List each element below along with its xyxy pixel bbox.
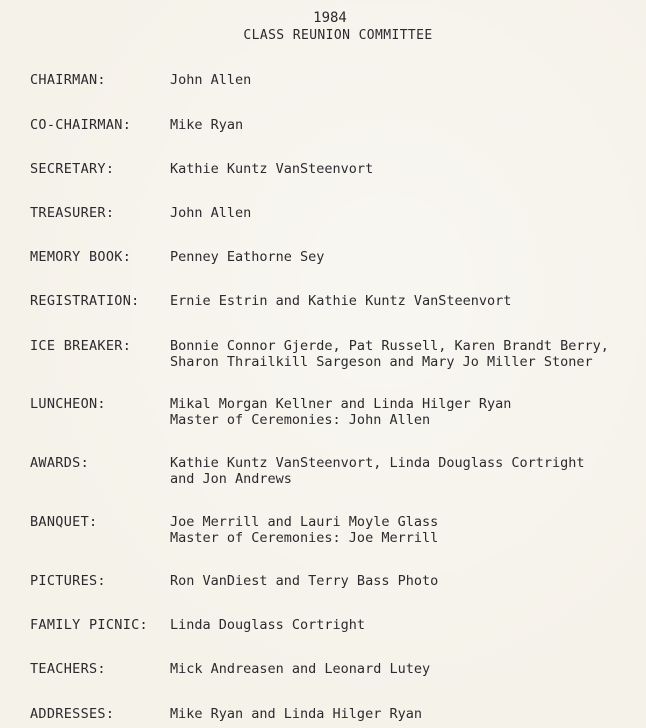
document-title: CLASS REUNION COMMITTEE — [243, 28, 433, 43]
names-line: Sharon Thrailkill Sargeson and Mary Jo Miller Stoner — [170, 354, 593, 370]
member-names — [170, 117, 646, 133]
role-label: CO-CHAIRMAN: — [30, 117, 132, 133]
role-label: PICTURES: — [30, 573, 106, 589]
names-line: Mick Andreasen and Leonard Lutey — [170, 661, 431, 677]
member-names — [170, 617, 646, 633]
member-names — [170, 706, 646, 722]
member-names — [170, 72, 646, 88]
names-line: Kathie Kuntz VanSteenvort, Linda Douglass Cortright — [170, 455, 585, 471]
role-label: ADDRESSES: — [30, 706, 115, 722]
names-line: Penney Eathorne Sey — [170, 249, 325, 265]
role-label: TEACHERS: — [30, 661, 106, 677]
role-label: MEMORY BOOK: — [30, 249, 132, 265]
member-names — [170, 293, 646, 309]
names-line: Linda Douglass Cortright — [170, 617, 366, 633]
member-names — [170, 338, 646, 370]
names-line: Mike Ryan and Linda Hilger Ryan — [170, 706, 422, 722]
names-line: and Jon Andrews — [170, 471, 292, 487]
names-line: Mike Ryan — [170, 117, 244, 133]
member-names — [170, 396, 646, 428]
names-line: Ron VanDiest and Terry Bass Photo — [170, 573, 439, 589]
role-label: SECRETARY: — [30, 161, 115, 177]
names-line: Joe Merrill and Lauri Moyle Glass — [170, 514, 439, 530]
member-names — [170, 514, 646, 546]
document-year: 1984 — [313, 10, 347, 26]
role-label: REGISTRATION: — [30, 293, 140, 309]
names-line: Master of Ceremonies: John Allen — [170, 412, 431, 428]
names-line: Kathie Kuntz VanSteenvort — [170, 161, 374, 177]
member-names — [170, 661, 646, 677]
role-label: BANQUET: — [30, 514, 98, 530]
member-names — [170, 161, 646, 177]
names-line: Master of Ceremonies: Joe Merrill — [170, 530, 439, 546]
role-label: FAMILY PICNIC: — [30, 617, 148, 633]
names-line: Bonnie Connor Gjerde, Pat Russell, Karen Brandt Berry, — [170, 338, 609, 354]
role-label: TREASURER: — [30, 205, 115, 221]
role-label: CHAIRMAN: — [30, 72, 106, 88]
names-line: John Allen — [170, 205, 252, 221]
role-label: ICE BREAKER: — [30, 338, 132, 354]
member-names — [170, 205, 646, 221]
names-line: Ernie Estrin and Kathie Kuntz VanSteenvort — [170, 293, 512, 309]
names-line: John Allen — [170, 72, 252, 88]
role-label: AWARDS: — [30, 455, 89, 471]
names-line: Mikal Morgan Kellner and Linda Hilger Ryan — [170, 396, 512, 412]
member-names — [170, 249, 646, 265]
member-names — [170, 573, 646, 589]
role-label: LUNCHEON: — [30, 396, 106, 412]
member-names — [170, 455, 646, 487]
